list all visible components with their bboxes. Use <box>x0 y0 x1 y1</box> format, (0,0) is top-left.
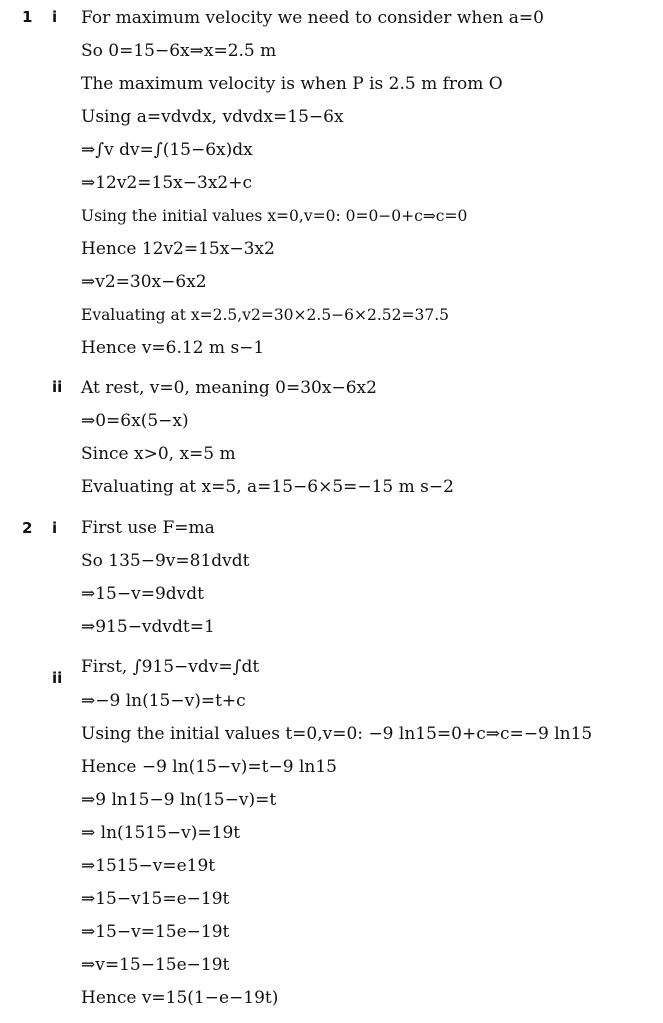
part-label: i <box>52 519 58 537</box>
solution-line: So 135−9v=81dvdt <box>81 551 250 571</box>
solution-line: For maximum velocity we need to consider when a=0 <box>81 8 544 28</box>
solution-line: ⇒∫v dv=∫(15−6x)dx <box>81 140 253 160</box>
solution-line: Since x>0, x=5 m <box>81 444 236 464</box>
solution-line: Evaluating at x=5, a=15−6×5=−15 m s−2 <box>81 477 454 497</box>
solution-line: Using the initial values t=0,v=0: −9 ln15=0+c⇒c=−9 ln15 <box>81 724 593 744</box>
question-number: 2 <box>22 519 33 537</box>
part-label: i <box>52 8 58 26</box>
solution-line: Evaluating at x=2.5,v2=30×2.5−6×2.52=37.5 <box>81 306 450 324</box>
solution-line: Using a=vdvdx, vdvdx=15−6x <box>81 107 344 127</box>
solution-line: Hence 12v2=15x−3x2 <box>81 239 275 259</box>
solution-line: The maximum velocity is when P is 2.5 m from O <box>81 74 503 94</box>
solution-line: Hence v=6.12 m s−1 <box>81 338 265 358</box>
solution-line: ⇒1515−v=e19t <box>81 856 216 876</box>
solution-line: ⇒15−v=9dvdt <box>81 584 204 604</box>
solution-line: ⇒v2=30x−6x2 <box>81 272 207 292</box>
solution-line: ⇒12v2=15x−3x2+c <box>81 173 252 193</box>
solution-line: ⇒0=6x(5−x) <box>81 411 189 431</box>
solution-line: ⇒15−v15=e−19t <box>81 889 230 909</box>
solution-line: First, ∫915−vdv=∫dt <box>81 657 260 677</box>
question-number: 1 <box>22 8 33 26</box>
solution-line: At rest, v=0, meaning 0=30x−6x2 <box>81 378 377 398</box>
solution-line: ⇒−9 ln(15−v)=t+c <box>81 691 246 711</box>
solution-line: Hence −9 ln(15−v)=t−9 ln15 <box>81 757 337 777</box>
solution-line: ⇒15−v=15e−19t <box>81 922 230 942</box>
solution-line: ⇒9 ln15−9 ln(15−v)=t <box>81 790 277 810</box>
solution-line: So 0=15−6x⇒x=2.5 m <box>81 41 277 61</box>
part-label: ii <box>52 669 63 687</box>
part-label: ii <box>52 378 63 396</box>
solution-line: Hence v=15(1−e−19t) <box>81 988 279 1008</box>
solution-line: ⇒ ln(1515−v)=19t <box>81 823 241 843</box>
solution-line: Using the initial values x=0,v=0: 0=0−0+c⇒c=0 <box>81 207 468 225</box>
solution-line: ⇒v=15−15e−19t <box>81 955 230 975</box>
solution-line: ⇒915−vdvdt=1 <box>81 617 215 637</box>
solution-line: First use F=ma <box>81 518 215 538</box>
